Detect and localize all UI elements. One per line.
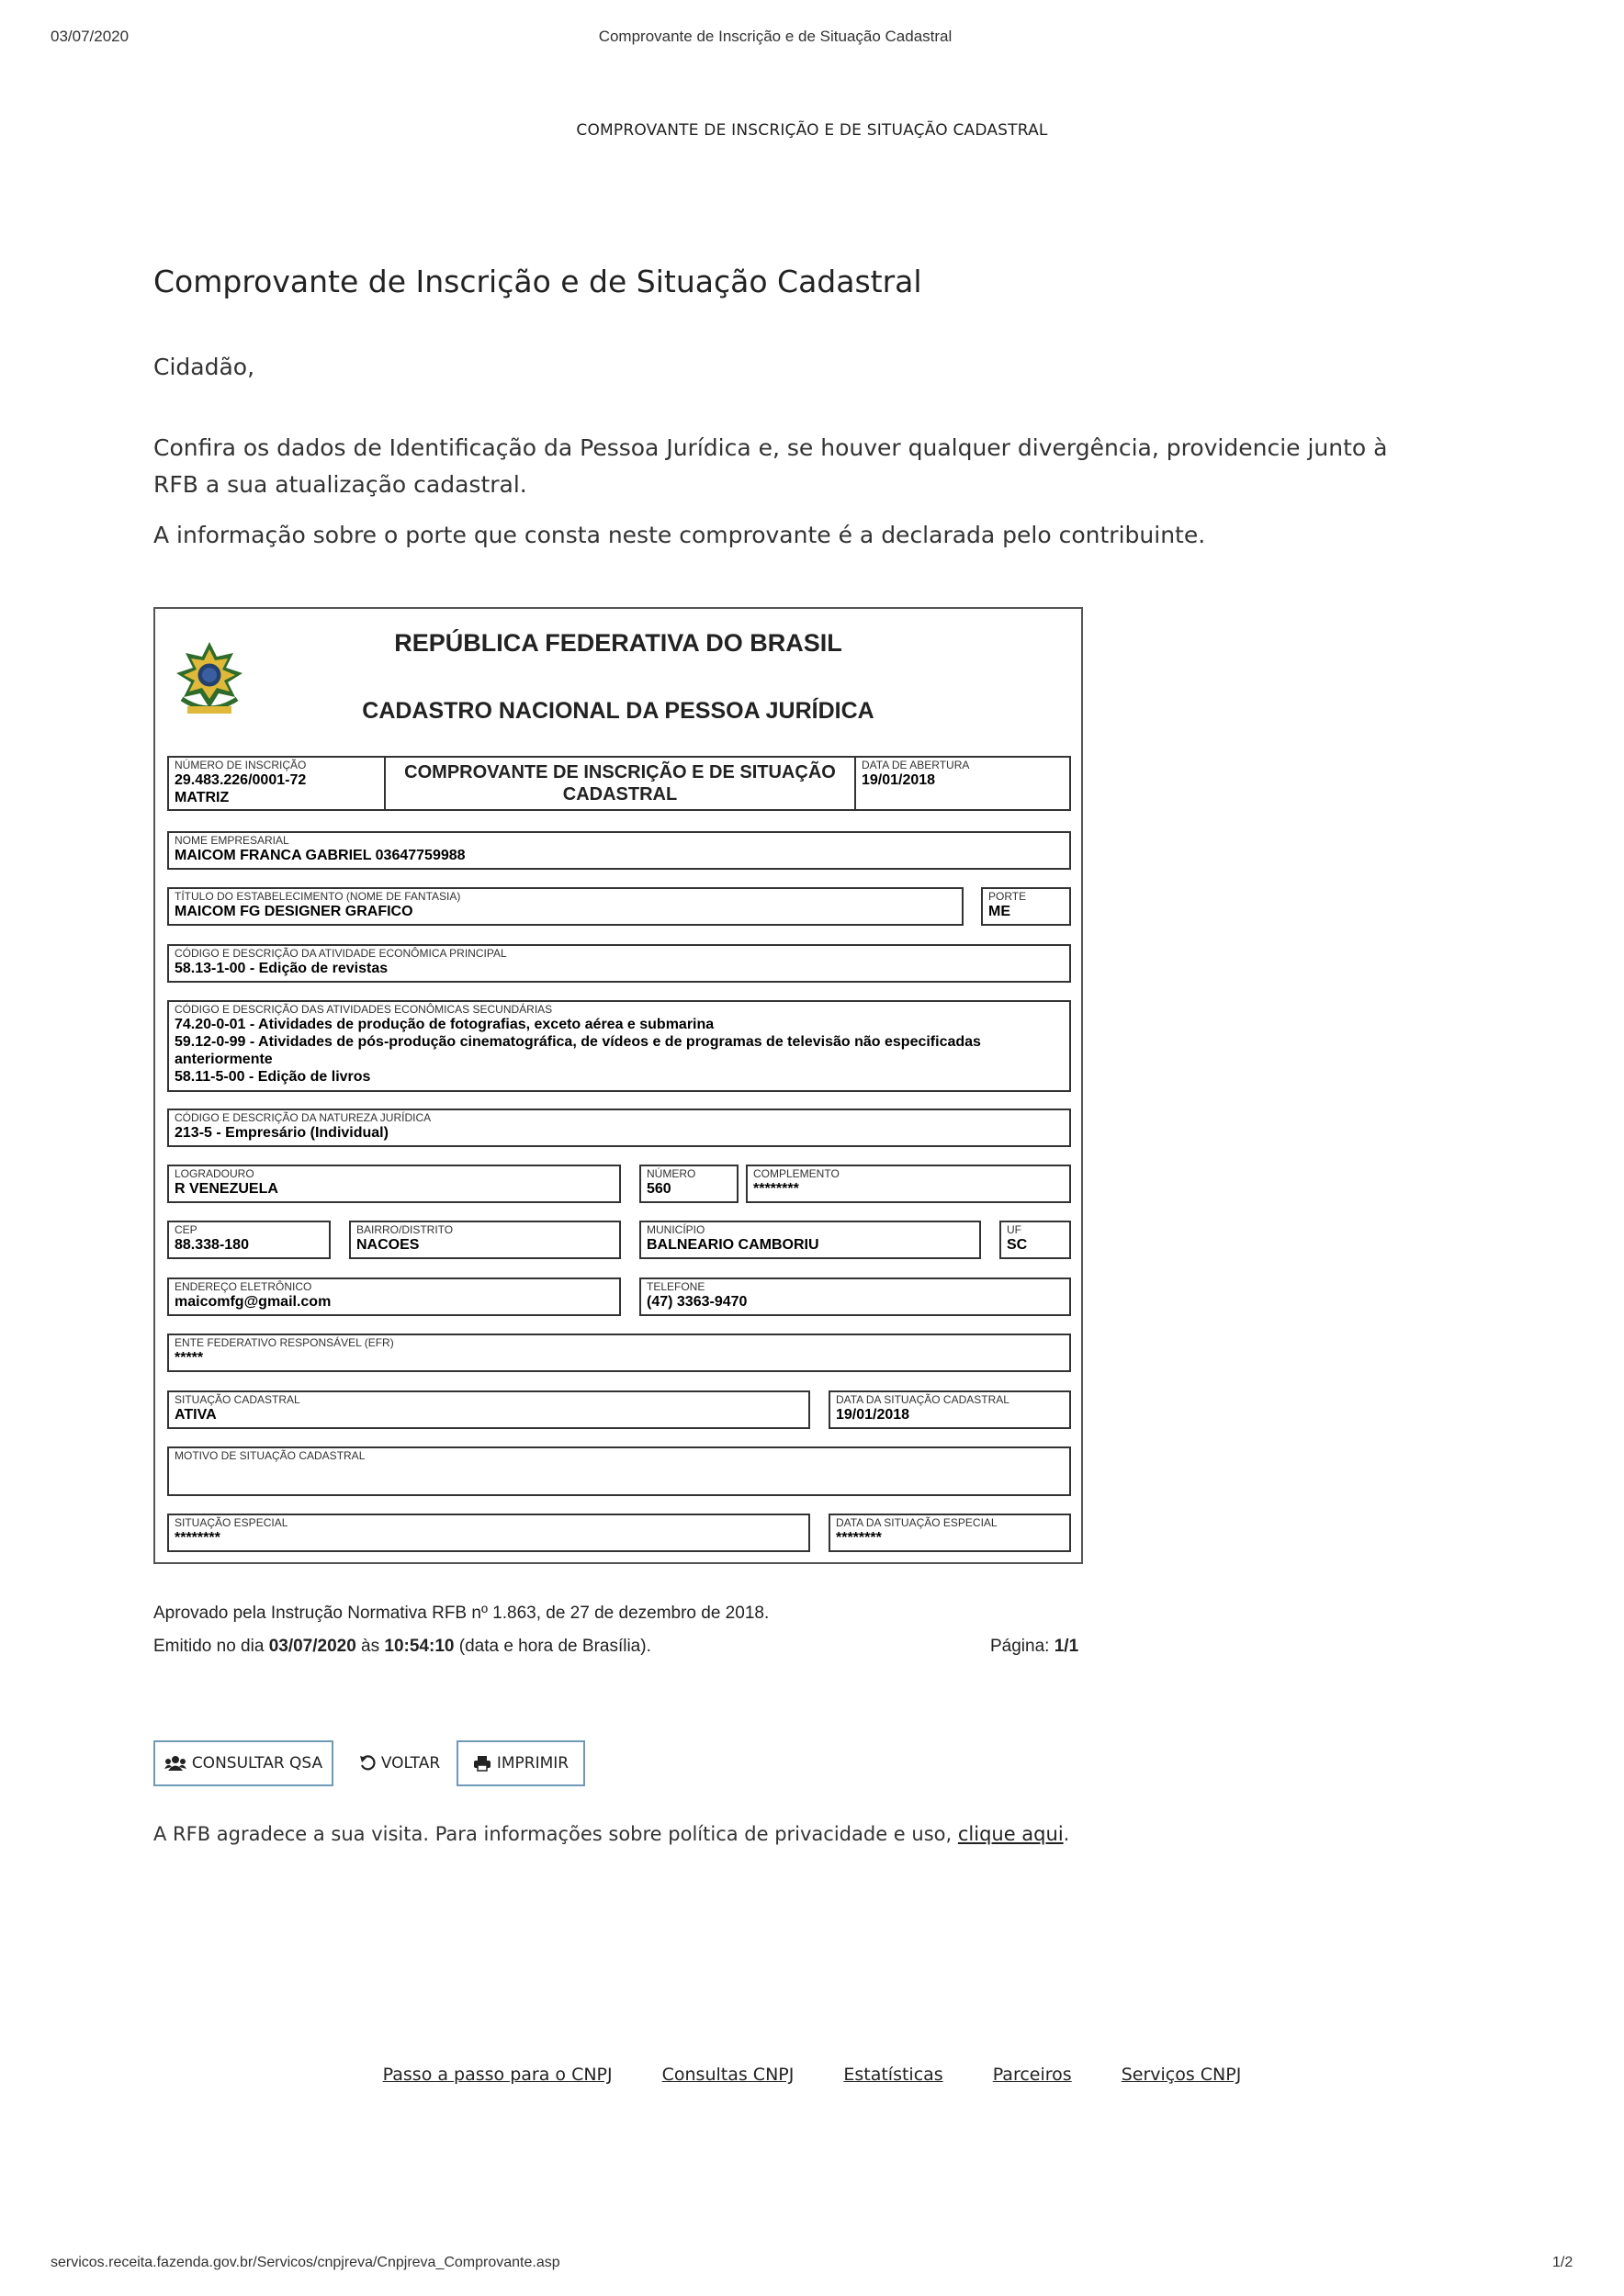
registry-title: CADASTRO NACIONAL DA PESSOA JURÍDICA	[362, 698, 874, 724]
situacao-especial-value: ********	[175, 1530, 220, 1546]
page-indicator	[990, 1637, 1078, 1657]
emitted-suffix: (data e hora de Brasília).	[454, 1637, 651, 1656]
privacy-link[interactable]: clique aqui	[957, 1823, 1064, 1845]
numero-endereco-box	[639, 1165, 739, 1203]
page-title: Comprovante de Inscrição e de Situação Cadastral	[153, 264, 922, 299]
efr-box	[167, 1334, 1071, 1372]
porte-box	[981, 887, 1071, 926]
footer-link-estatisticas[interactable]: Estatísticas	[843, 2065, 943, 2085]
nome-empresarial-value: MAICOM FRANCA GABRIEL 03647759988	[175, 848, 466, 863]
uf-label: UF	[1007, 1223, 1021, 1236]
atividade-secundaria-item: 74.20-0-01 - Atividades de produção de fotografias, exceto aérea e submarina	[175, 1017, 715, 1032]
atividade-secundaria-item: 58.11-5-00 - Edição de livros	[175, 1069, 371, 1085]
approved-text: Aprovado pela Instrução Normativa RFB nº 1.863, de 27 de dezembro de 2018.	[153, 1604, 770, 1623]
footer-link-servicos[interactable]: Serviços CNPJ	[1121, 2065, 1242, 2085]
natureza-juridica-value: 213-5 - Empresário (Individual)	[175, 1125, 389, 1141]
emitted-date: 03/07/2020	[268, 1637, 356, 1656]
consultar-qsa-label: CONSULTAR QSA	[191, 1754, 323, 1773]
footer-link-parceiros[interactable]: Parceiros	[992, 2065, 1072, 2085]
natureza-juridica-box	[167, 1109, 1071, 1147]
data-abertura-value: 19/01/2018	[862, 772, 936, 788]
atividade-secundaria-item: 59.12-0-99 - Atividades de pós-produção cinematográfica, de vídeos e de programas de televisão não especificadas anteriormente	[175, 1034, 981, 1067]
matriz-value: MATRIZ	[175, 790, 230, 805]
data-abertura-box	[854, 756, 1071, 811]
logradouro-value: R VENEZUELA	[175, 1181, 278, 1197]
numero-inscricao-value: 29.483.226/0001-72	[175, 772, 307, 788]
data-situacao-label: DATA DA SITUAÇÃO CADASTRAL	[836, 1393, 1009, 1406]
bairro-value: NACOES	[356, 1237, 420, 1253]
print-date: 03/07/2020	[51, 28, 130, 45]
numero-endereco-value: 560	[647, 1181, 671, 1197]
municipio-label: MUNICÍPIO	[647, 1223, 705, 1236]
uf-value: SC	[1007, 1237, 1028, 1253]
nome-fantasia-box	[167, 887, 964, 926]
emitted-mid: às	[355, 1637, 385, 1656]
undo-icon	[359, 1755, 376, 1772]
atividade-principal-value: 58.13-1-00 - Edição de revistas	[175, 961, 389, 976]
motivo-situacao-label: MOTIVO DE SITUAÇÃO CADASTRAL	[175, 1449, 366, 1462]
footer-link-consultas[interactable]: Consultas CNPJ	[661, 2065, 795, 2085]
data-situacao-value: 19/01/2018	[836, 1407, 910, 1423]
atividades-secundarias-label: CÓDIGO E DESCRIÇÃO DAS ATIVIDADES ECONÔMICAS SECUNDÁRIAS	[175, 1003, 553, 1016]
page-top-title: COMPROVANTE DE INSCRIÇÃO E DE SITUAÇÃO CADASTRAL	[576, 121, 1048, 140]
efr-label: ENTE FEDERATIVO RESPONSÁVEL (EFR)	[175, 1336, 394, 1349]
email-box	[167, 1277, 621, 1316]
email-label: ENDEREÇO ELETRÔNICO	[175, 1280, 312, 1293]
bairro-label: BAIRRO/DISTRITO	[356, 1223, 454, 1236]
bairro-box	[349, 1221, 621, 1259]
nome-empresarial-label: NOME EMPRESARIAL	[175, 834, 289, 847]
greeting: Cidadão,	[153, 354, 255, 380]
cep-label: CEP	[175, 1223, 197, 1236]
print-footer-page: 1/2	[1552, 2255, 1573, 2270]
page-value: 1/1	[1054, 1637, 1079, 1656]
telefone-label: TELEFONE	[647, 1280, 705, 1293]
porte-info-paragraph: A informação sobre o porte que consta neste comprovante é a declarada pelo contribuinte.	[153, 522, 1206, 548]
situacao-especial-label: SITUAÇÃO ESPECIAL	[175, 1516, 288, 1529]
natureza-juridica-label: CÓDIGO E DESCRIÇÃO DA NATUREZA JURÍDICA	[175, 1111, 432, 1124]
complemento-value: ********	[753, 1181, 799, 1197]
print-footer-url: servicos.receita.fazenda.gov.br/Servicos/cnpjreva/Cnpjreva_Comprovante.asp	[51, 2255, 560, 2270]
email-value: maicomfg@gmail.com	[175, 1294, 332, 1310]
data-abertura-label: DATA DE ABERTURA	[862, 759, 970, 771]
footer-link-passo-a-passo[interactable]: Passo a passo para o CNPJ	[382, 2065, 613, 2085]
situacao-especial-box	[167, 1514, 810, 1552]
telefone-value: (47) 3363-9470	[647, 1294, 748, 1310]
telefone-box	[639, 1277, 1071, 1316]
nome-empresarial-box	[167, 831, 1071, 870]
uf-box	[999, 1221, 1071, 1259]
municipio-value: BALNEARIO CAMBORIU	[647, 1237, 819, 1253]
republic-title: REPÚBLICA FEDERATIVA DO BRASIL	[394, 629, 842, 657]
footer-links	[0, 2065, 1624, 2085]
page-label: Página:	[990, 1637, 1054, 1656]
users-icon	[164, 1755, 186, 1772]
thanks-end: .	[1063, 1823, 1070, 1845]
nome-fantasia-label: TÍTULO DO ESTABELECIMENTO (NOME DE FANTASIA)	[175, 890, 461, 903]
thanks-text	[153, 1823, 1069, 1845]
motivo-situacao-box	[167, 1446, 1071, 1496]
numero-endereco-label: NÚMERO	[647, 1167, 696, 1180]
logradouro-label: LOGRADOURO	[175, 1167, 254, 1180]
atividades-secundarias-box	[167, 1000, 1071, 1092]
efr-value: *****	[175, 1350, 204, 1366]
emitted-time: 10:54:10	[384, 1637, 455, 1656]
atividade-principal-label: CÓDIGO E DESCRIÇÃO DA ATIVIDADE ECONÔMICA PRINCIPAL	[175, 947, 507, 960]
data-especial-box	[829, 1514, 1071, 1552]
situacao-cadastral-value: ATIVA	[175, 1407, 217, 1423]
comprovante-title: COMPROVANTE DE INSCRIÇÃO E DE SITUAÇÃO CADASTRAL	[384, 756, 856, 811]
numero-inscricao-box	[167, 756, 386, 811]
print-title: Comprovante de Inscrição e de Situação Cadastral	[598, 28, 953, 45]
complemento-label: COMPLEMENTO	[753, 1167, 840, 1180]
voltar-button[interactable]	[349, 1740, 450, 1786]
data-situacao-box	[829, 1390, 1071, 1429]
atividade-principal-box	[167, 944, 1071, 983]
situacao-cadastral-box	[167, 1390, 810, 1429]
data-especial-label: DATA DA SITUAÇÃO ESPECIAL	[836, 1516, 998, 1529]
thanks-body: A RFB agradece a sua visita. Para informações sobre política de privacidade e uso,	[153, 1823, 958, 1845]
emitted-prefix: Emitido no dia	[153, 1637, 269, 1656]
municipio-box	[639, 1221, 981, 1259]
emitted-text	[153, 1637, 651, 1657]
numero-inscricao-label: NÚMERO DE INSCRIÇÃO	[175, 759, 307, 771]
data-especial-value: ********	[836, 1530, 882, 1546]
printer-icon	[473, 1755, 491, 1772]
imprimir-button[interactable]	[457, 1740, 585, 1786]
logradouro-box	[167, 1165, 621, 1203]
porte-label: PORTE	[988, 890, 1027, 903]
cep-box	[167, 1221, 331, 1259]
instructions-paragraph: Confira os dados de Identificação da Pessoa Jurídica e, se houver qualquer divergência, providencie junto à RFB a sua atualização cadastral.	[153, 434, 1388, 498]
nome-fantasia-value: MAICOM FG DESIGNER GRAFICO	[175, 904, 413, 919]
porte-value: ME	[988, 904, 1010, 919]
voltar-label: VOLTAR	[380, 1754, 441, 1773]
imprimir-label: IMPRIMIR	[496, 1754, 570, 1773]
consultar-qsa-button[interactable]	[153, 1740, 333, 1786]
complemento-box	[746, 1165, 1071, 1203]
cep-value: 88.338-180	[175, 1237, 249, 1253]
situacao-cadastral-label: SITUAÇÃO CADASTRAL	[175, 1393, 300, 1406]
